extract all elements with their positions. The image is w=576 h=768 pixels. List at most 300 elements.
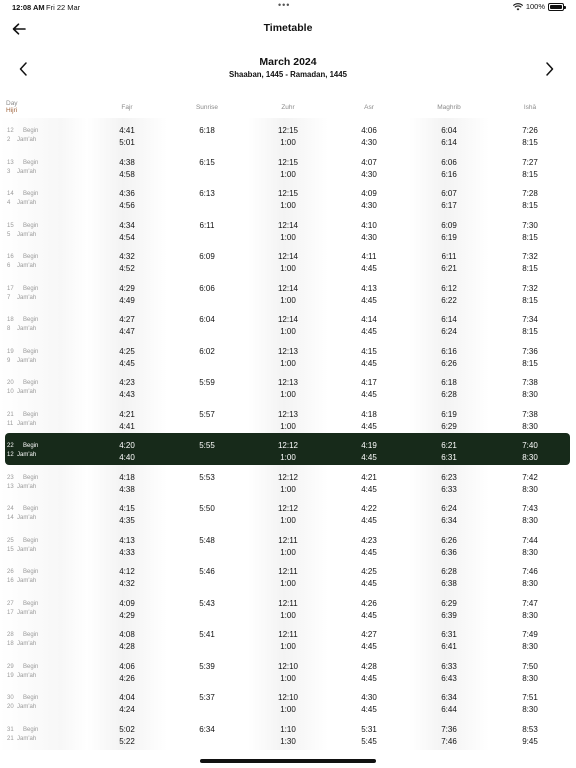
fajr-begin-time: 4:09 <box>119 598 135 608</box>
fajr-begin-time: 4:23 <box>119 378 135 387</box>
isha-begin-time: 7:38 <box>522 378 538 387</box>
sunrise-time: 6:04 <box>199 315 215 324</box>
hijri-day: 22 <box>7 443 14 449</box>
asr-begin-time: 4:21 <box>361 472 377 482</box>
fajr-begin-time: 4:08 <box>119 630 135 639</box>
gregorian-day: 11 <box>7 420 14 427</box>
asr-jamah-time: 4:30 <box>361 169 377 179</box>
zuhr-jamah-time: 1:00 <box>280 295 296 305</box>
begin-label: Begin <box>23 222 39 229</box>
zuhr-begin-time: 12:11 <box>278 598 298 608</box>
page-title: Timetable <box>263 22 313 34</box>
status-right <box>513 2 564 11</box>
maghrib-begin-time: 6:04 <box>441 126 457 135</box>
maghrib-jamah-time: 6:19 <box>441 232 457 242</box>
jamah-label: Jam'ah <box>17 546 37 553</box>
home-indicator[interactable] <box>200 759 376 763</box>
begin-label: Begin <box>23 254 39 260</box>
fajr-begin-time: 4:13 <box>119 535 135 545</box>
asr-jamah-time: 4:30 <box>361 138 377 147</box>
sunrise-time: 5:41 <box>199 630 215 639</box>
sunrise-time: 6:13 <box>199 189 215 198</box>
hijri-day: 21 <box>7 411 14 418</box>
isha-jamah-time: 8:15 <box>522 138 538 147</box>
fajr-jamah-time: 5:01 <box>119 138 135 147</box>
day-cell <box>7 127 38 145</box>
jamah-label: Jam'ah <box>17 735 37 742</box>
gregorian-day: 17 <box>7 609 14 616</box>
status-time: 12:08 AM <box>12 3 45 12</box>
jamah-label: Jam'ah <box>17 200 37 206</box>
asr-jamah-time: 4:45 <box>361 673 377 683</box>
asr-jamah-time: 5:45 <box>361 736 377 746</box>
hijri-header-label: Hijri <box>6 107 18 114</box>
zuhr-jamah-time: 1:30 <box>280 736 296 746</box>
zuhr-begin-time: 12:11 <box>278 567 298 576</box>
asr-jamah-time: 4:30 <box>361 232 377 242</box>
asr-begin-time: 5:31 <box>361 724 377 734</box>
asr-begin-time: 4:30 <box>361 693 377 702</box>
asr-begin-time: 4:10 <box>361 220 377 230</box>
gregorian-day: 18 <box>7 641 14 647</box>
maghrib-jamah-time: 6:39 <box>441 610 457 620</box>
isha-begin-time: 7:36 <box>522 346 538 356</box>
fajr-begin-time: 4:34 <box>119 220 135 230</box>
table-row <box>0 654 576 686</box>
gregorian-day: 13 <box>7 483 14 490</box>
day-cell <box>7 285 38 303</box>
multitasking-dots-icon[interactable]: ••• <box>278 0 291 10</box>
jamah-label: Jam'ah <box>17 168 37 175</box>
sunrise-time: 5:46 <box>199 567 215 576</box>
isha-jamah-time: 8:30 <box>522 390 538 399</box>
fajr-jamah-time: 4:32 <box>119 579 135 588</box>
asr-jamah-time: 4:45 <box>361 327 377 336</box>
jamah-label: Jam'ah <box>17 231 37 238</box>
fajr-begin-time: 4:04 <box>119 693 135 702</box>
gregorian-day: 9 <box>7 357 11 364</box>
maghrib-jamah-time: 6:24 <box>441 327 457 336</box>
isha-jamah-time: 8:30 <box>522 610 538 620</box>
day-header <box>6 100 18 114</box>
asr-begin-time: 4:26 <box>361 598 377 608</box>
zuhr-jamah-time: 1:00 <box>280 327 296 336</box>
day-cell <box>7 694 38 712</box>
asr-begin-time: 4:28 <box>361 661 377 671</box>
maghrib-begin-time: 6:09 <box>441 220 457 230</box>
gregorian-day: 6 <box>7 263 11 269</box>
asr-jamah-time: 4:45 <box>361 579 377 588</box>
asr-jamah-time: 4:45 <box>361 705 377 714</box>
maghrib-begin-time: 6:31 <box>441 630 457 639</box>
isha-jamah-time: 8:30 <box>522 642 538 651</box>
zuhr-jamah-time: 1:00 <box>280 264 296 273</box>
maghrib-jamah-time: 7:46 <box>441 736 457 746</box>
maghrib-jamah-time: 6:29 <box>441 421 457 431</box>
zuhr-jamah-time: 1:00 <box>280 579 296 588</box>
table-row <box>0 370 576 402</box>
begin-label: Begin <box>23 348 39 355</box>
isha-begin-time: 7:50 <box>522 661 538 671</box>
maghrib-begin-time: 6:21 <box>441 441 457 450</box>
isha-jamah-time: 8:30 <box>522 484 538 494</box>
maghrib-jamah-time: 6:17 <box>441 201 457 210</box>
table-row <box>0 244 576 276</box>
hijri-day: 28 <box>7 632 14 638</box>
asr-begin-time: 4:07 <box>361 157 377 167</box>
isha-jamah-time: 8:15 <box>522 264 538 273</box>
gregorian-day: 8 <box>7 326 11 332</box>
asr-begin-time: 4:23 <box>361 535 377 545</box>
table-row <box>0 150 576 182</box>
jamah-label: Jam'ah <box>17 641 37 647</box>
jamah-label: Jam'ah <box>17 326 37 332</box>
asr-begin-time: 4:15 <box>361 346 377 356</box>
fajr-jamah-time: 4:29 <box>119 610 135 620</box>
zuhr-jamah-time: 1:00 <box>280 358 296 368</box>
asr-begin-time: 4:11 <box>361 252 377 261</box>
asr-jamah-time: 4:45 <box>361 547 377 557</box>
maghrib-begin-time: 6:06 <box>441 157 457 167</box>
jamah-label: Jam'ah <box>17 452 37 458</box>
isha-begin-time: 7:30 <box>522 220 538 230</box>
battery-percent: 100% <box>525 2 545 11</box>
begin-label: Begin <box>23 443 39 449</box>
hijri-day: 16 <box>7 254 14 260</box>
begin-label: Begin <box>23 537 39 544</box>
sunrise-time: 5:43 <box>199 598 215 608</box>
asr-jamah-time: 4:45 <box>361 390 377 399</box>
table-row <box>0 496 576 528</box>
maghrib-begin-time: 6:18 <box>441 378 457 387</box>
timetable <box>0 118 576 748</box>
hijri-day: 12 <box>7 128 14 134</box>
hijri-day: 15 <box>7 222 14 229</box>
begin-label: Begin <box>23 726 39 733</box>
fajr-jamah-time: 4:24 <box>119 705 135 714</box>
jamah-label: Jam'ah <box>17 137 37 143</box>
zuhr-begin-time: 12:14 <box>277 220 299 230</box>
zuhr-jamah-time: 1:00 <box>280 421 296 431</box>
fajr-jamah-time: 4:45 <box>119 358 135 368</box>
isha-jamah-time: 8:30 <box>522 673 538 683</box>
zuhr-begin-time: 12:13 <box>277 378 299 387</box>
maghrib-header: Maghrib <box>437 104 461 111</box>
hijri-day: 19 <box>7 348 14 355</box>
jamah-label: Jam'ah <box>17 515 37 521</box>
asr-begin-time: 4:14 <box>361 315 377 324</box>
status-date: Fri 22 Mar <box>46 3 81 12</box>
fajr-begin-time: 4:20 <box>119 441 135 450</box>
zuhr-jamah-time: 1:00 <box>280 169 296 179</box>
isha-begin-time: 7:46 <box>522 567 538 576</box>
isha-jamah-time: 8:15 <box>522 295 538 305</box>
table-row <box>0 591 576 623</box>
maghrib-jamah-time: 6:21 <box>441 264 457 273</box>
isha-begin-time: 7:40 <box>522 441 538 450</box>
isha-begin-time: 7:34 <box>522 315 538 324</box>
asr-begin-time: 4:13 <box>361 283 377 293</box>
day-cell <box>7 726 38 744</box>
day-cell <box>7 442 38 460</box>
fajr-jamah-time: 4:43 <box>119 390 135 399</box>
sunrise-time: 5:37 <box>199 693 215 702</box>
maghrib-begin-time: 6:34 <box>441 693 457 702</box>
fajr-jamah-time: 4:49 <box>119 295 135 305</box>
isha-jamah-time: 8:30 <box>522 516 538 525</box>
jamah-label: Jam'ah <box>17 578 37 584</box>
table-row <box>0 181 576 213</box>
fajr-begin-time: 4:32 <box>119 252 135 261</box>
month-header <box>0 50 576 90</box>
isha-jamah-time: 8:30 <box>522 547 538 557</box>
day-header-label: Day <box>6 100 18 107</box>
maghrib-jamah-time: 6:34 <box>441 516 457 525</box>
maghrib-begin-time: 6:16 <box>441 346 457 356</box>
gregorian-day: 5 <box>7 231 11 238</box>
zuhr-jamah-time: 1:00 <box>280 201 296 210</box>
begin-label: Begin <box>23 569 39 575</box>
fajr-jamah-time: 4:35 <box>119 516 135 525</box>
asr-begin-time: 4:19 <box>361 441 377 450</box>
isha-begin-time: 8:53 <box>522 724 538 734</box>
maghrib-begin-time: 6:14 <box>441 315 457 324</box>
hijri-day: 29 <box>7 663 14 670</box>
begin-label: Begin <box>23 285 39 292</box>
maghrib-begin-time: 6:23 <box>441 472 457 482</box>
fajr-begin-time: 4:12 <box>119 567 135 576</box>
fajr-begin-time: 4:25 <box>119 346 135 356</box>
hijri-day: 17 <box>7 285 14 292</box>
isha-begin-time: 7:42 <box>522 472 538 482</box>
asr-begin-time: 4:27 <box>361 630 377 639</box>
gregorian-day: 3 <box>7 168 11 175</box>
table-row <box>0 559 576 591</box>
fajr-begin-time: 4:18 <box>119 472 135 482</box>
zuhr-begin-time: 12:15 <box>277 126 299 135</box>
isha-header: Ishā <box>523 104 537 111</box>
isha-begin-time: 7:47 <box>522 598 538 608</box>
hijri-day: 18 <box>7 317 14 323</box>
next-month-button[interactable] <box>540 59 560 79</box>
fajr-header: Fajr <box>121 104 133 111</box>
column-headers <box>0 100 576 118</box>
maghrib-begin-time: 6:19 <box>441 409 457 419</box>
begin-label: Begin <box>23 191 39 197</box>
gregorian-day: 19 <box>7 672 14 679</box>
hijri-day: 26 <box>7 569 14 575</box>
begin-label: Begin <box>23 663 39 670</box>
maghrib-begin-time: 6:12 <box>441 283 457 293</box>
isha-jamah-time: 8:15 <box>522 327 538 336</box>
zuhr-jamah-time: 1:00 <box>280 673 296 683</box>
zuhr-header: Zuhr <box>281 104 295 111</box>
zuhr-begin-time: 12:14 <box>277 252 299 261</box>
gregorian-day: 16 <box>7 578 14 584</box>
asr-jamah-time: 4:45 <box>361 421 377 431</box>
hijri-day: 31 <box>7 726 14 733</box>
begin-label: Begin <box>23 632 39 638</box>
day-cell <box>7 537 38 555</box>
gregorian-day: 7 <box>7 294 11 301</box>
day-cell <box>7 474 38 492</box>
zuhr-begin-time: 12:14 <box>277 283 299 293</box>
sunrise-time: 5:53 <box>199 472 215 482</box>
isha-jamah-time: 8:30 <box>522 453 538 462</box>
asr-begin-time: 4:06 <box>361 126 377 135</box>
maghrib-jamah-time: 6:16 <box>441 169 457 179</box>
begin-label: Begin <box>23 600 39 607</box>
isha-jamah-time: 8:30 <box>522 579 538 588</box>
table-row <box>0 402 576 434</box>
zuhr-begin-time: 1:10 <box>280 724 296 734</box>
gregorian-day: 10 <box>7 389 14 395</box>
fajr-begin-time: 4:15 <box>119 504 135 513</box>
zuhr-jamah-time: 1:00 <box>280 705 296 714</box>
asr-begin-time: 4:18 <box>361 409 377 419</box>
fajr-jamah-time: 4:28 <box>119 642 135 651</box>
begin-label: Begin <box>23 317 39 323</box>
nav-bar <box>0 14 576 44</box>
jamah-label: Jam'ah <box>17 357 37 364</box>
fajr-jamah-time: 4:47 <box>119 327 135 336</box>
sunrise-time: 5:48 <box>199 535 215 545</box>
fajr-begin-time: 4:27 <box>119 315 135 324</box>
asr-jamah-time: 4:45 <box>361 516 377 525</box>
sunrise-time: 6:02 <box>199 346 215 356</box>
hijri-day: 30 <box>7 695 14 701</box>
maghrib-jamah-time: 6:22 <box>441 295 457 305</box>
maghrib-jamah-time: 6:14 <box>441 138 457 147</box>
isha-begin-time: 7:26 <box>522 126 538 135</box>
fajr-begin-time: 4:38 <box>119 157 135 167</box>
zuhr-jamah-time: 1:00 <box>280 138 296 147</box>
isha-jamah-time: 8:30 <box>522 705 538 714</box>
isha-begin-time: 7:32 <box>522 283 538 293</box>
day-cell <box>7 222 38 240</box>
zuhr-begin-time: 12:11 <box>278 535 298 545</box>
isha-jamah-time: 8:30 <box>522 421 538 431</box>
day-cell <box>7 631 38 649</box>
day-cell <box>7 379 38 397</box>
fajr-jamah-time: 4:38 <box>119 484 135 494</box>
jamah-label: Jam'ah <box>17 609 37 616</box>
zuhr-begin-time: 12:12 <box>277 504 299 513</box>
chevron-right-icon <box>546 62 554 76</box>
maghrib-begin-time: 6:28 <box>441 567 457 576</box>
sunrise-time: 5:55 <box>199 441 215 450</box>
table-row <box>0 717 576 749</box>
isha-begin-time: 7:32 <box>522 252 538 261</box>
fajr-begin-time: 4:41 <box>119 126 135 135</box>
asr-jamah-time: 4:45 <box>361 610 377 620</box>
fajr-jamah-time: 4:40 <box>119 453 135 462</box>
hijri-day: 27 <box>7 600 14 607</box>
asr-jamah-time: 4:45 <box>361 453 377 462</box>
isha-begin-time: 7:38 <box>522 409 538 419</box>
zuhr-begin-time: 12:13 <box>277 346 299 356</box>
battery-icon <box>548 3 564 11</box>
asr-begin-time: 4:22 <box>361 504 377 513</box>
zuhr-jamah-time: 1:00 <box>280 642 296 651</box>
sunrise-time: 5:59 <box>199 378 215 387</box>
zuhr-jamah-time: 1:00 <box>280 484 296 494</box>
day-cell <box>7 159 38 177</box>
zuhr-jamah-time: 1:00 <box>280 516 296 525</box>
zuhr-begin-time: 12:10 <box>277 693 299 702</box>
maghrib-jamah-time: 6:41 <box>441 642 457 651</box>
jamah-label: Jam'ah <box>17 294 37 301</box>
sunrise-time: 5:39 <box>199 661 215 671</box>
maghrib-jamah-time: 6:44 <box>441 705 457 714</box>
fajr-begin-time: 4:06 <box>119 661 135 671</box>
jamah-label: Jam'ah <box>17 483 37 490</box>
table-row <box>0 213 576 245</box>
fajr-begin-time: 5:02 <box>119 724 135 734</box>
status-bar <box>0 0 576 14</box>
day-cell <box>7 505 38 523</box>
table-row <box>0 685 576 717</box>
fajr-jamah-time: 4:26 <box>119 673 135 683</box>
asr-jamah-time: 4:45 <box>361 642 377 651</box>
asr-begin-time: 4:25 <box>361 567 377 576</box>
begin-label: Begin <box>23 128 39 134</box>
zuhr-begin-time: 12:11 <box>278 630 298 639</box>
zuhr-jamah-time: 1:00 <box>280 453 296 462</box>
sunrise-time: 5:50 <box>199 504 215 513</box>
sunrise-time: 6:15 <box>199 157 215 167</box>
isha-begin-time: 7:51 <box>522 693 538 702</box>
maghrib-jamah-time: 6:43 <box>441 673 457 683</box>
maghrib-begin-time: 6:24 <box>441 504 457 513</box>
asr-begin-time: 4:09 <box>361 189 377 198</box>
table-row <box>0 339 576 371</box>
begin-label: Begin <box>23 474 39 481</box>
zuhr-begin-time: 12:12 <box>277 441 299 450</box>
begin-label: Begin <box>23 506 39 512</box>
zuhr-begin-time: 12:14 <box>277 315 299 324</box>
asr-jamah-time: 4:45 <box>361 264 377 273</box>
zuhr-begin-time: 12:10 <box>277 661 299 671</box>
hijri-day: 20 <box>7 380 14 386</box>
jamah-label: Jam'ah <box>17 263 37 269</box>
asr-begin-time: 4:17 <box>361 378 377 387</box>
isha-begin-time: 7:49 <box>522 630 538 639</box>
asr-jamah-time: 4:45 <box>361 295 377 305</box>
begin-label: Begin <box>23 411 39 418</box>
table-row <box>0 118 576 150</box>
day-cell <box>7 568 38 586</box>
jamah-label: Jam'ah <box>17 420 37 427</box>
fajr-jamah-time: 4:54 <box>119 232 135 242</box>
wifi-icon <box>513 3 523 11</box>
isha-jamah-time: 8:15 <box>522 232 538 242</box>
hijri-day: 25 <box>7 537 14 544</box>
fajr-jamah-time: 4:52 <box>119 264 135 273</box>
gregorian-day: 2 <box>7 137 11 143</box>
maghrib-jamah-time: 6:38 <box>441 579 457 588</box>
day-cell <box>7 190 38 208</box>
fajr-jamah-time: 4:41 <box>119 421 135 431</box>
sunrise-time: 5:57 <box>199 409 215 419</box>
maghrib-begin-time: 6:29 <box>441 598 457 608</box>
isha-begin-time: 7:43 <box>522 504 538 513</box>
begin-label: Begin <box>23 695 39 701</box>
asr-jamah-time: 4:30 <box>361 201 377 210</box>
jamah-label: Jam'ah <box>17 672 37 679</box>
isha-jamah-time: 9:45 <box>522 736 538 746</box>
fajr-jamah-time: 5:22 <box>119 736 135 746</box>
